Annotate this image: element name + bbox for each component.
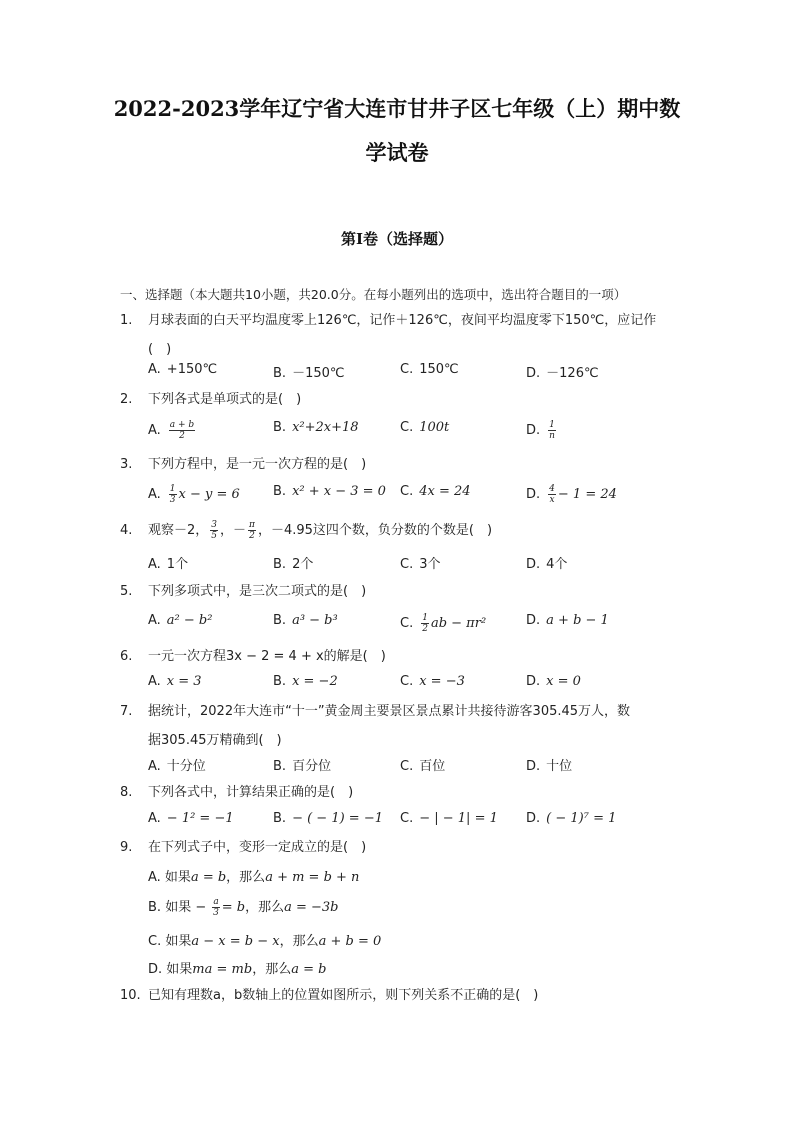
option-a[interactable]: A. a² − b² [148, 613, 213, 628]
question-7-continuation: 据305.45万精确到( ) [148, 733, 282, 748]
question-5 [120, 582, 366, 602]
option-b[interactable]: B. a³ − b³ [273, 613, 338, 628]
option-d[interactable]: D. －126℃ [526, 366, 599, 381]
question-7-options [148, 755, 748, 777]
option-b[interactable]: B. − ( − 1) = −1 [273, 811, 383, 826]
question-10 [120, 986, 538, 1006]
option-a[interactable]: A. 1个 [148, 557, 189, 572]
option-c[interactable]: C. $\frac{1}{2}$ ab − πr² [400, 613, 487, 634]
option-c[interactable]: C. x = −3 [400, 674, 465, 689]
question-2 [120, 390, 301, 410]
document-title-line1: 2022-2023学年辽宁省大连市甘井子区七年级（上）期中数 [113, 96, 681, 121]
option-a[interactable]: A. +150℃ [148, 362, 218, 377]
section-header: 一、选择题（本大题共10小题，共20.0分。在每小题列出的选项中，选出符合题目的一项） [120, 287, 627, 302]
question-text: 已知有理数a，b数轴上的位置如图所示，则下列关系不正确的是( ) [148, 988, 539, 1003]
option-b[interactable]: B. 百分位 [273, 759, 332, 774]
option-a[interactable]: A. 如果a = b，那么a + m = b + n [148, 870, 360, 885]
option-d[interactable]: D. 十位 [526, 759, 573, 774]
question-3-options [148, 484, 748, 506]
section-subtitle: 第I卷（选择题） [340, 230, 454, 248]
option-b[interactable]: B. －150℃ [273, 366, 345, 381]
question-number: 3. [120, 457, 133, 472]
question-number: 10. [120, 988, 141, 1003]
question-number: 2. [120, 392, 133, 407]
question-text: 下列多项式中，是三次二项式的是( ) [148, 584, 367, 599]
option-b[interactable]: B. 如果 − $\frac{a}{3}$ = b，那么a = −3b [148, 897, 339, 918]
option-c[interactable]: C. 150℃ [400, 362, 459, 377]
option-b[interactable]: B. x = −2 [273, 674, 338, 689]
question-text: 下列各式是单项式的是( ) [148, 392, 302, 407]
question-7 [120, 702, 630, 722]
document-title-line2: 学试卷 [365, 140, 429, 165]
option-d[interactable]: D. $\frac{1}{n}$ [526, 420, 555, 441]
question-1-continuation: ( ) [148, 342, 172, 357]
option-c[interactable]: C. 4x = 24 [400, 484, 471, 499]
option-c[interactable]: C. 3个 [400, 557, 441, 572]
option-a[interactable]: A. 十分位 [148, 759, 206, 774]
option-d[interactable]: D. $\frac{4}{x}$ − 1 = 24 [526, 484, 617, 505]
question-text: 下列方程中，是一元一次方程的是( ) [148, 457, 367, 472]
option-d[interactable]: D. 如果ma = mb，那么a = b [148, 962, 327, 977]
option-b[interactable]: B. x²+2x+18 [273, 420, 359, 435]
question-2-options [148, 420, 748, 442]
question-1 [120, 311, 656, 331]
question-4-options [148, 553, 748, 575]
question-number: 9. [120, 840, 133, 855]
option-d[interactable]: D. x = 0 [526, 674, 581, 689]
question-number: 4. [120, 523, 133, 538]
option-a[interactable]: A. $\frac{1}{3}$ x − y = 6 [148, 484, 240, 505]
option-d[interactable]: D. 4个 [526, 557, 568, 572]
question-text: 据统计，2022年大连市“十一”黄金周主要景区景点累计共接待游客305.45万人，数 [148, 704, 631, 719]
question-text: 在下列式子中，变形一定成立的是( ) [148, 840, 367, 855]
question-number: 8. [120, 785, 133, 800]
option-b[interactable]: B. 2个 [273, 557, 314, 572]
question-5-options [148, 613, 748, 635]
question-text: 月球表面的白天平均温度零上126℃，记作＋126℃，夜间平均温度零下150℃，应记作 [148, 313, 657, 328]
option-a[interactable]: A. $\frac{a + b}{2}$ [148, 420, 195, 441]
option-d[interactable]: D. a + b − 1 [526, 613, 609, 628]
question-8-options [148, 811, 748, 833]
question-8 [120, 783, 353, 803]
option-a[interactable]: A. − 1² = −1 [148, 811, 234, 826]
option-d[interactable]: D. ( − 1)⁷ = 1 [526, 811, 617, 826]
question-6 [120, 647, 386, 667]
option-a[interactable]: A. x = 3 [148, 674, 202, 689]
question-6-options [148, 674, 748, 696]
question-text: 一元一次方程3x − 2 = 4 + x的解是( ) [148, 649, 386, 664]
option-c[interactable]: C. 100t [400, 420, 450, 435]
question-number: 5. [120, 584, 133, 599]
option-c[interactable]: C. − | − 1| = 1 [400, 811, 498, 826]
question-number: 1. [120, 313, 133, 328]
question-3 [120, 455, 366, 475]
question-number: 6. [120, 649, 133, 664]
option-b[interactable]: B. x² + x − 3 = 0 [273, 484, 386, 499]
question-text: 下列各式中，计算结果正确的是( ) [148, 785, 354, 800]
question-1-options [148, 362, 748, 384]
option-c[interactable]: C. 如果a − x = b − x，那么a + b = 0 [148, 934, 382, 949]
question-4: 4. 观察－2， $\frac{3}{5}$ ，－ $\frac{\pi}{2}$ ，－4.95这四个数，负分数的个数是( ) [120, 520, 493, 541]
question-number: 7. [120, 704, 133, 719]
option-c[interactable]: C. 百位 [400, 759, 446, 774]
question-9 [120, 838, 366, 858]
